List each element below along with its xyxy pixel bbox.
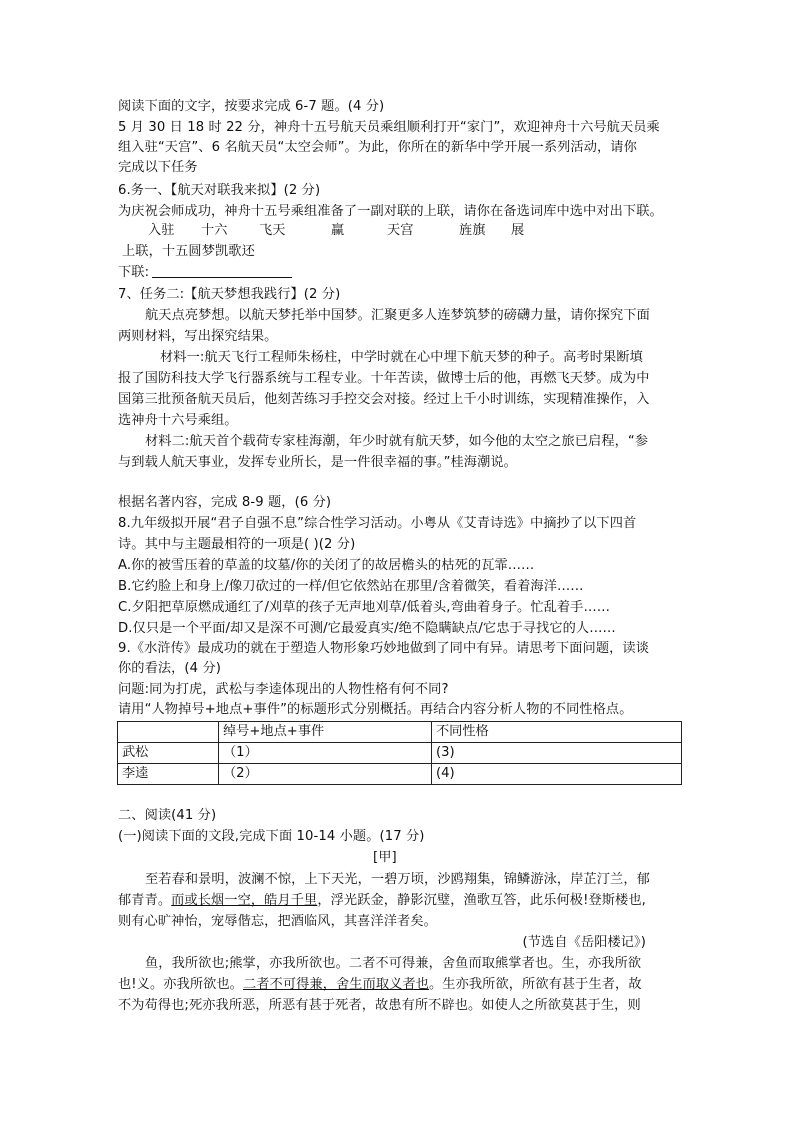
table-cell-answer[interactable]: （1） bbox=[219, 743, 432, 764]
material-2-line: 材料二:航天首个载荷专家桂海潮，年少时就有航天梦，如今他的太空之旅已启程，“参 bbox=[145, 434, 649, 449]
section-6-7-intro: 阅读下面的文字，按要求完成 6-7 题。(4 分) bbox=[118, 99, 385, 114]
word-bank-item: 十六 bbox=[201, 223, 228, 238]
text-run: 郁青青。 bbox=[118, 893, 172, 908]
table-cell-answer[interactable]: (4) bbox=[432, 764, 682, 785]
word-bank bbox=[148, 221, 524, 240]
option-d: D.仅只是一个平面/却又是深不可测/它最爱真实/绝不隐瞒缺点/它忠于寻找它的人…… bbox=[118, 621, 616, 636]
text-run: 。生亦我所欲，所欲有甚于生者，故 bbox=[429, 977, 642, 992]
passage-yi-line: 鱼，我所欲也;熊掌，亦我所欲也。二者不可得兼，舍鱼而取熊掌者也。生，亦我所欲 bbox=[145, 956, 642, 971]
question-9-line: 问题:同为打虎，武松与李逵体现出的人物性格有何不同? bbox=[118, 682, 449, 697]
word-bank-item: 入驻 bbox=[148, 223, 175, 238]
passage-line: 组入驻“天宫”、6 名航天员“太空会师”。为此，你所在的新华中学开展一系列活动，请你 bbox=[118, 140, 637, 155]
text-run: ，浮光跃金，静影沉璧，渔歌互答，此乐何极!登斯楼也, bbox=[317, 893, 646, 908]
material-1-line: 选神舟十六号乘组。 bbox=[118, 413, 238, 428]
word-bank-item: 赢 bbox=[331, 223, 345, 238]
answer-blank-line[interactable] bbox=[152, 277, 292, 278]
option-c: C.夕阳把草原燃成通红了/刈草的孩子无声地刈草/低着头,弯曲着身子。忙乱着手…… bbox=[118, 600, 611, 615]
question-8-line: 诗。其中与主题最相符的一项是( )(2 分) bbox=[118, 537, 356, 552]
couplet-second-line-label: 下联: bbox=[118, 265, 150, 280]
passage-line: 航天点亮梦想。以航天梦托举中国梦。汇聚更多人连梦筑梦的磅礴力量，请你探究下面 bbox=[145, 308, 650, 323]
question-6-title: 6.务一、【航天对联我来拟】(2 分) bbox=[118, 183, 321, 198]
word-bank-item: 飞天 bbox=[259, 223, 286, 238]
passage-yi-line: 不为苟得也;死亦我所恶，所恶有甚于死者，故患有所不辟也。如使人之所欲莫甚于生，则 bbox=[118, 998, 641, 1013]
table-cell-answer[interactable]: (3) bbox=[432, 743, 682, 764]
table-header-cell: 不同性格 bbox=[432, 722, 682, 743]
question-6-description: 为庆祝会师成功，神舟十五号乘组准备了一副对联的上联，请你在备选词库中选中对出下联。 bbox=[118, 204, 663, 219]
question-9-line: 你的看法，(4 分) bbox=[118, 661, 221, 676]
section-2-subtitle: (一)阅读下面的文段,完成下面 10-14 小题。(17 分) bbox=[118, 829, 425, 844]
word-bank-item: 旌旗 bbox=[459, 223, 486, 238]
table-header-row bbox=[118, 722, 682, 743]
passage-line: 两则材料，写出探究结果。 bbox=[118, 329, 278, 344]
section-8-9-intro: 根据名著内容，完成 8-9 题，(6 分) bbox=[118, 495, 332, 510]
question-8-line: 8.九年级拟开展“君子自强不息”综合性学习活动。小粤从《艾青诗选》中摘抄了以下四首 bbox=[118, 516, 637, 531]
table-header-cell: 绰号+地点+事件 bbox=[219, 722, 432, 743]
table-header-cell bbox=[118, 722, 219, 743]
question-9-line: 9.《水浒传》最成功的就在于塑造人物形象巧妙地做到了同中有异。请思考下面问题，读谈 bbox=[118, 641, 649, 656]
option-b: B.它约脸上和身上/像刀砍过的一样/但它依然站在那里/含着微笑，看着海洋…… bbox=[118, 579, 584, 594]
passage-source: (节选自《岳阳楼记》) bbox=[522, 935, 646, 950]
word-bank-item: 天宫 bbox=[387, 223, 414, 238]
passage-jia-line: 则有心旷神怡，宠辱偕忘，把酒临风，其喜洋洋者矣。 bbox=[118, 914, 437, 929]
underlined-sentence: 而或长烟一空，皓月千里 bbox=[171, 893, 318, 908]
passage-line: 完成以下任务 bbox=[118, 160, 198, 175]
material-1-line: 国第三批预备航天员后，他刻苦练习手控交会对接。经过上千小时训练，实现精准操作，入 bbox=[118, 392, 650, 407]
passage-yi-line bbox=[118, 975, 642, 994]
word-bank-item: 展 bbox=[511, 223, 525, 238]
table-row bbox=[118, 764, 682, 785]
question-7-title: 7、任务二:【航天梦想我践行】(2 分) bbox=[118, 287, 341, 302]
underlined-sentence: 二者不可得兼，舍生而取义者也 bbox=[242, 977, 430, 992]
table-cell-answer[interactable]: （2） bbox=[219, 764, 432, 785]
couplet-first-line: 上联，十五圆梦凯歌还 bbox=[122, 244, 255, 259]
text-run: 也!义。亦我所欲也。 bbox=[118, 977, 243, 992]
passage-jia-line: 至若春和景明，波澜不惊，上下天光，一碧万顷，沙鸥翔集，锦鳞游泳，岸芷汀兰，郁 bbox=[145, 872, 650, 887]
table-cell-name: 李逵 bbox=[118, 764, 219, 785]
question-9-line: 请用“人物掉号+地点+事件”的标题形式分别概括。再结合内容分析人物的不同性格点。 bbox=[118, 702, 633, 717]
table-row bbox=[118, 743, 682, 764]
passage-jia-line bbox=[118, 891, 646, 910]
passage-jia-label: [甲] bbox=[373, 850, 397, 865]
answer-table bbox=[117, 721, 682, 785]
table-cell-name: 武松 bbox=[118, 743, 219, 764]
material-1-line: 材料一:航天飞行工程师朱杨柱，中学时就在心中埋下航天梦的种子。高考时果断填 bbox=[160, 350, 643, 365]
passage-line: 5 月 30 日 18 时 22 分，神舟十五号航天员乘组顺利打开“家门”，欢迎神舟十六号航天员乘 bbox=[118, 120, 660, 135]
material-1-line: 报了国防科技大学飞行器系统与工程专业。十年苦读，做博士后的他，再燃飞天梦。成为中 bbox=[118, 371, 650, 386]
material-2-line: 与到载人航天事业，发挥专业所长，是一件很幸福的事。”桂海潮说。 bbox=[118, 455, 517, 470]
section-2-title: 二、阅读(41 分) bbox=[118, 808, 217, 823]
option-a: A.你的被雪压着的草盖的坟墓/你的关闭了的故居檐头的枯死的瓦霏…… bbox=[118, 558, 535, 573]
